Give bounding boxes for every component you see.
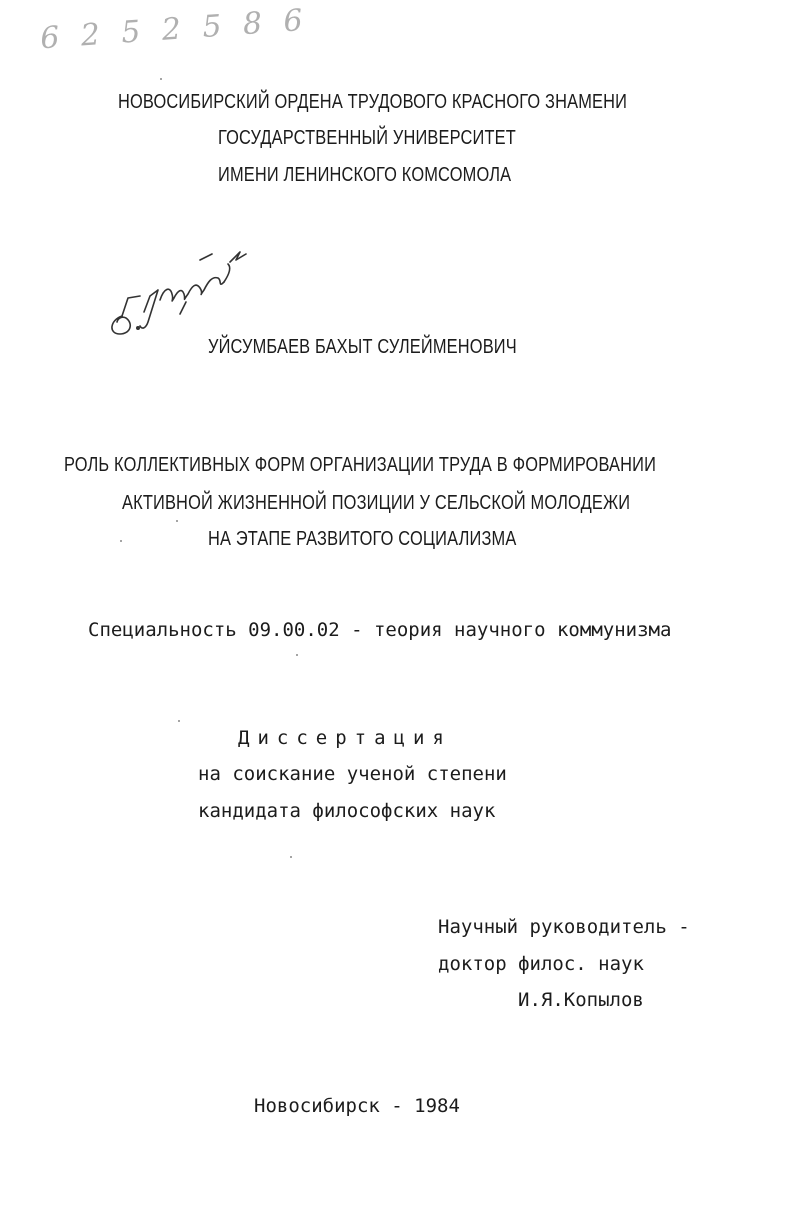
scan-speck — [160, 78, 162, 80]
title-line-2: АКТИВНОЙ ЖИЗНЕННОЙ ПОЗИЦИИ У СЕЛЬСКОЙ МОЛОДЕЖИ — [122, 492, 631, 514]
scan-speck — [120, 540, 122, 542]
title-line-1: РОЛЬ КОЛЛЕКТИВНЫХ ФОРМ ОРГАНИЗАЦИИ ТРУДА В ФОРМИРОВАНИИ — [64, 454, 657, 476]
specialty: Специальность 09.00.02 - теория научного коммунизма — [88, 619, 672, 641]
title-line-3: НА ЭТАПЕ РАЗВИТОГО СОЦИАЛИЗМА — [208, 528, 517, 550]
author-name: УЙСУМБАЕВ БАХЫТ СУЛЕЙМЕНОВИЧ — [208, 336, 517, 358]
scan-speck — [178, 720, 180, 722]
institution-line-3: ИМЕНИ ЛЕНИНСКОГО КОМСОМОЛА — [218, 164, 512, 186]
scan-speck — [176, 520, 178, 522]
archive-stamp: 6 2 5 2 5 8 6 — [39, 2, 310, 57]
institution-line-2: ГОСУДАРСТВЕННЫЙ УНИВЕРСИТЕТ — [218, 127, 516, 149]
work-field-line: кандидата философских наук — [198, 800, 496, 822]
institution-line-1: НОВОСИБИРСКИЙ ОРДЕНА ТРУДОВОГО КРАСНОГО ЗНАМЕНИ — [118, 91, 628, 113]
work-type: Диссертация — [238, 727, 452, 749]
scan-speck — [290, 856, 292, 858]
supervisor-degree: доктор филос. наук — [438, 953, 644, 975]
work-degree-line: на соискание ученой степени — [198, 763, 507, 785]
handwritten-signature — [100, 238, 250, 338]
place-year: Новосибирск - 1984 — [254, 1095, 460, 1117]
supervisor-label: Научный руководитель - — [438, 916, 690, 938]
supervisor-name: И.Я.Копылов — [518, 989, 644, 1011]
scan-speck — [296, 654, 298, 656]
